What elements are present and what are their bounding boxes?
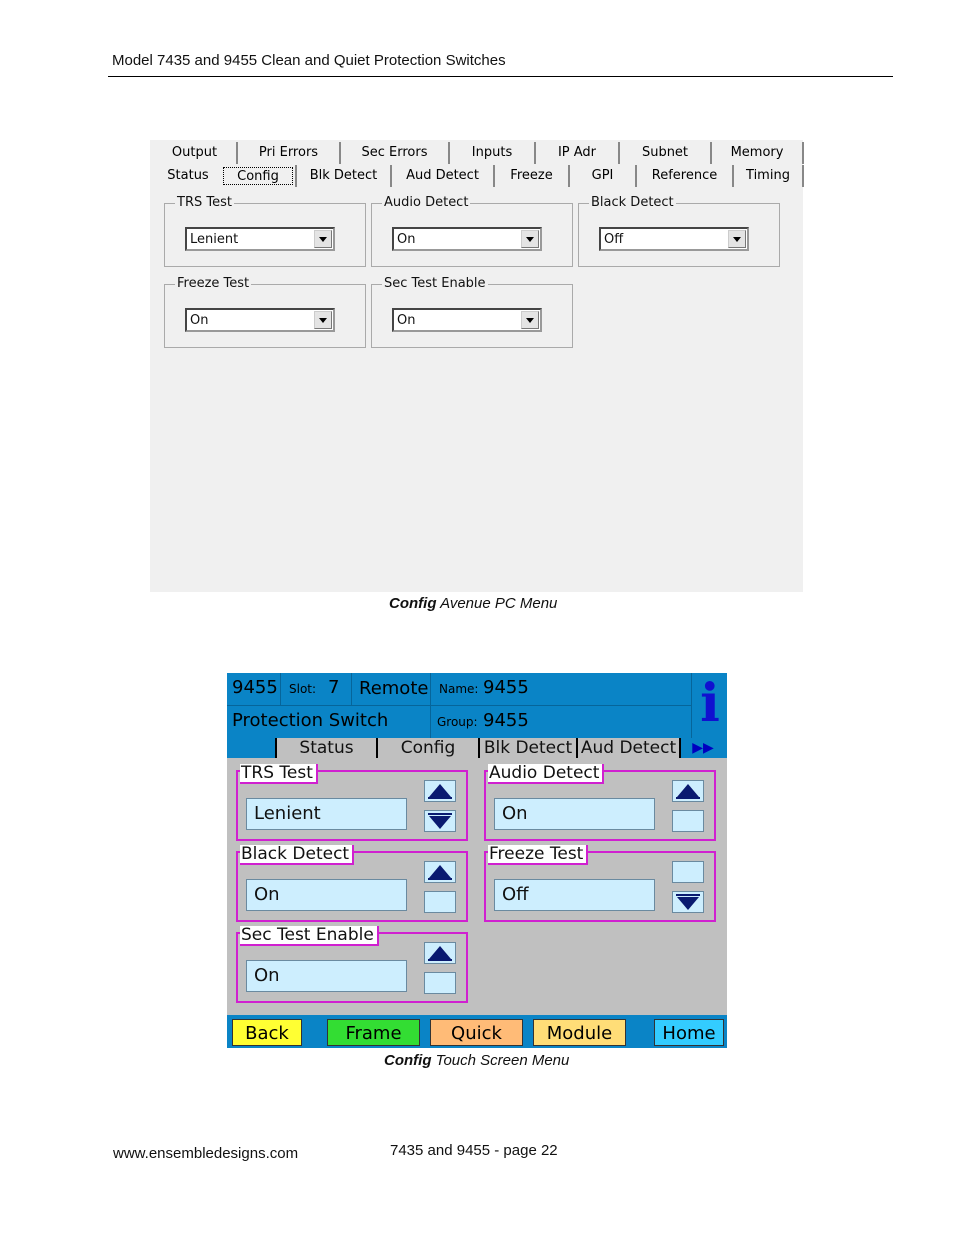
tab-aud-detect[interactable]: Aud Detect: [392, 165, 495, 187]
empty-arrow-slot: [424, 891, 456, 913]
dropdown-arrow-icon[interactable]: [521, 230, 539, 248]
group-label: Sec Test Enable: [384, 276, 486, 291]
tab-row-2: [153, 165, 804, 187]
dropdown-arrow-icon[interactable]: [728, 230, 746, 248]
audio-detect-select[interactable]: [392, 227, 542, 251]
group-black-detect: [578, 195, 780, 267]
caption-text: Touch Screen Menu: [431, 1052, 570, 1069]
tab-freeze[interactable]: Freeze: [495, 165, 570, 187]
running-header: Model 7435 and 9455 Clean and Quiet Protection Switches: [112, 52, 506, 69]
module-button[interactable]: Module: [533, 1019, 626, 1046]
divider: [280, 673, 281, 705]
group-label: TRS Test: [177, 195, 232, 210]
panel-label: Audio Detect: [488, 764, 604, 784]
tab-timing[interactable]: Timing: [734, 165, 804, 187]
dropdown-arrow-icon[interactable]: [521, 311, 539, 329]
pc-menu-caption: [389, 595, 557, 612]
tab-subnet[interactable]: Subnet: [620, 142, 712, 164]
back-button[interactable]: Back: [232, 1019, 302, 1046]
mode-status: Remote: [359, 678, 429, 699]
panel-freeze-test: [484, 844, 716, 922]
sec-test-enable-select[interactable]: [392, 308, 542, 332]
dropdown-arrow-icon[interactable]: [314, 230, 332, 248]
tab-sec-errors[interactable]: Sec Errors: [341, 142, 450, 164]
tab-memory[interactable]: Memory: [712, 142, 804, 164]
group-audio-detect: [371, 195, 573, 267]
divider: [351, 673, 352, 705]
touch-menu-caption: [384, 1052, 569, 1069]
group-trs-test: [164, 195, 366, 267]
empty-arrow-slot: [672, 861, 704, 883]
black-detect-select[interactable]: [599, 227, 749, 251]
touch-tab-config[interactable]: Config: [376, 738, 478, 758]
select-value: On: [190, 313, 209, 328]
group-value: 9455: [483, 710, 529, 731]
info-icon[interactable]: i: [691, 673, 728, 738]
status-header: [227, 673, 727, 738]
header-rule: [108, 76, 893, 77]
caption-text: Avenue PC Menu: [436, 595, 558, 612]
freeze-test-value: Off: [494, 879, 655, 911]
sec-test-enable-value: On: [246, 960, 407, 992]
avenue-pc-menu: [150, 140, 803, 592]
quick-button[interactable]: Quick: [430, 1019, 523, 1046]
down-arrow-icon[interactable]: [672, 891, 704, 913]
device-type: Protection Switch: [232, 710, 389, 731]
group-label: Freeze Test: [177, 276, 250, 291]
panel-audio-detect: [484, 763, 716, 841]
group-sec-test-enable: [371, 276, 573, 348]
caption-bold: Config: [384, 1052, 432, 1069]
panel-label: TRS Test: [240, 764, 318, 784]
slot-value: 7: [328, 677, 340, 698]
freeze-test-select[interactable]: [185, 308, 335, 332]
panel-label: Black Detect: [240, 845, 354, 865]
up-arrow-icon[interactable]: [424, 942, 456, 964]
tab-status[interactable]: Status: [167, 168, 209, 183]
config-pane: [150, 190, 803, 592]
audio-detect-value: On: [494, 798, 655, 830]
trs-test-value: Lenient: [246, 798, 407, 830]
select-value: Off: [604, 232, 624, 247]
panel-label: Sec Test Enable: [240, 926, 379, 946]
up-arrow-icon[interactable]: [424, 780, 456, 802]
divider: [227, 705, 691, 706]
select-value: On: [397, 232, 416, 247]
model-number: 9455: [232, 677, 278, 698]
touch-tab-status[interactable]: Status: [275, 738, 376, 758]
panel-label: Freeze Test: [488, 845, 588, 865]
name-label: Name:: [439, 682, 479, 696]
footer-website: www.ensembledesigns.com: [113, 1145, 299, 1162]
up-arrow-icon[interactable]: [424, 861, 456, 883]
frame-button[interactable]: Frame: [327, 1019, 420, 1046]
touch-tab-blk-detect[interactable]: Blk Detect: [478, 738, 576, 758]
up-arrow-icon[interactable]: [672, 780, 704, 802]
name-value: 9455: [483, 677, 529, 698]
trs-test-select[interactable]: [185, 227, 335, 251]
tab-output[interactable]: Output: [153, 142, 238, 164]
tab-reference[interactable]: Reference: [637, 165, 734, 187]
group-label: Group:: [437, 715, 478, 729]
tab-config[interactable]: Config: [223, 167, 293, 185]
nav-button-bar: [227, 1015, 727, 1048]
more-tabs-icon[interactable]: ▶▶: [679, 738, 725, 758]
dropdown-arrow-icon[interactable]: [314, 311, 332, 329]
tab-pri-errors[interactable]: Pri Errors: [238, 142, 341, 164]
footer-page-number: 7435 and 9455 - page 22: [390, 1142, 558, 1159]
tab-blk-detect[interactable]: Blk Detect: [297, 165, 392, 187]
slot-label: Slot:: [289, 682, 317, 696]
panel-sec-test-enable: [236, 925, 468, 1003]
black-detect-value: On: [246, 879, 407, 911]
down-arrow-icon[interactable]: [424, 810, 456, 832]
touch-tab-bar: [227, 738, 727, 758]
select-value: Lenient: [190, 232, 239, 247]
tab-gpi[interactable]: GPI: [570, 165, 637, 187]
group-freeze-test: [164, 276, 366, 348]
empty-arrow-slot: [424, 972, 456, 994]
touch-screen-menu: [227, 673, 727, 1048]
panel-black-detect: [236, 844, 468, 922]
panel-trs-test: [236, 763, 468, 841]
group-label: Audio Detect: [384, 195, 469, 210]
tab-inputs[interactable]: Inputs: [450, 142, 536, 164]
home-button[interactable]: Home: [654, 1019, 724, 1046]
select-value: On: [397, 313, 416, 328]
caption-bold: Config: [389, 595, 437, 612]
empty-arrow-slot: [672, 810, 704, 832]
tab-ip-adr[interactable]: IP Adr: [536, 142, 620, 164]
tab-row-1: [153, 142, 804, 164]
group-label: Black Detect: [591, 195, 674, 210]
touch-tab-aud-detect[interactable]: Aud Detect: [576, 738, 679, 758]
